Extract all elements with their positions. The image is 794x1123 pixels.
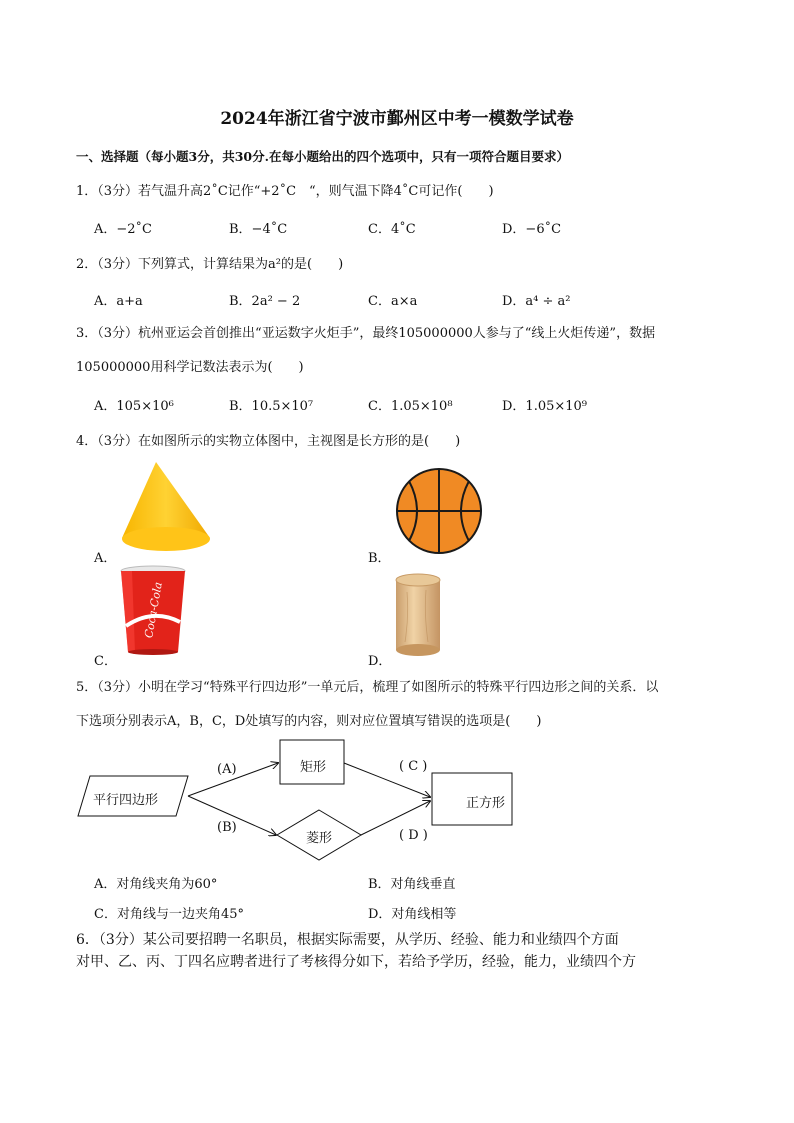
q3-stem-line1: 3．（3分）杭州亚运会首创推出“亚运数字火炬手”，最终105000000人参与了“线上火炬传递”，数据 [76, 326, 656, 341]
basketball-image [395, 467, 483, 555]
q2-option-d: D．a⁴ ÷ a² [502, 294, 571, 309]
q5-stem-line1: 5．（3分）小明在学习“特殊平行四边形”一单元后，梳理了如图所示的特殊平行四边形之间的关系．以 [76, 680, 659, 695]
q3-option-a: A．105×10⁶ [94, 399, 174, 414]
q4-label-c: C． [94, 654, 117, 669]
label-rhombus: 菱形 [306, 831, 333, 846]
label-square: 正方形 [466, 796, 506, 811]
q6-stem-line1: 6．（3分）某公司要招聘一名职员，根据实际需要，从学历、经验、能力和业绩四个方面 [76, 932, 619, 948]
label-parallelogram: 平行四边形 [93, 793, 159, 808]
cone-image [118, 460, 214, 554]
q4-stem: 4．（3分）在如图所示的实物立体图中，主视图是长方形的是( ) [76, 434, 461, 449]
q6-stem-line2: 对甲、乙、丙、丁四名应聘者进行了考核得分如下，若给予学历，经验，能力，业绩四个方 [76, 954, 636, 970]
q2-stem: 2．（3分）下列算式，计算结果为a²的是( ) [76, 257, 344, 272]
q2-option-c: C．a×a [368, 294, 418, 309]
q5-option-b: B．对角线垂直 [368, 877, 456, 892]
q4-label-d: D． [368, 654, 392, 669]
label-b: (B) [217, 820, 237, 835]
wooden-cylinder-image [393, 572, 443, 658]
q3-option-b: B．10.5×10⁷ [229, 399, 314, 414]
q1-option-a: A．−2˚C [94, 222, 152, 237]
page-title: 2024年浙江省宁波市鄞州区中考一模数学试卷 [220, 109, 574, 129]
q2-option-a: A．a+a [94, 294, 143, 309]
q5-option-a: A．对角线夹角为60° [94, 877, 218, 892]
q5-option-d: D．对角线相等 [368, 907, 457, 922]
cup-brand-text: Coca-Cola [142, 581, 165, 640]
label-rectangle: 矩形 [300, 760, 327, 775]
q5-stem-line2: 下选项分别表示A，B，C，D处填写的内容，则对应位置填写错误的选项是( ) [76, 714, 542, 729]
q2-option-b: B．2a² − 2 [229, 294, 301, 309]
section-heading: 一、选择题（每小题3分，共30分.在每小题给出的四个选项中，只有一项符合题目要求） [76, 149, 569, 164]
q1-option-d: D．−6˚C [502, 222, 562, 237]
label-c: ( C ) [399, 759, 428, 774]
q3-option-d: D．1.05×10⁹ [502, 399, 588, 414]
q4-label-a: A． [94, 551, 117, 566]
q4-label-b: B． [368, 551, 391, 566]
q5-option-c: C．对角线与一边夹角45° [94, 907, 244, 922]
label-d: ( D ) [399, 828, 428, 843]
cola-cup-image [118, 564, 188, 656]
q1-option-b: B．−4˚C [229, 222, 288, 237]
q3-option-c: C．1.05×10⁸ [368, 399, 453, 414]
q3-stem-line2: 105000000用科学记数法表示为( ) [76, 360, 304, 375]
q1-option-c: C．4˚C [368, 222, 416, 237]
label-a: (A) [217, 762, 237, 777]
q1-stem: 1．（3分）若气温升高2˚C记作“+2˚C “，则气温下降4˚C可记作( ) [76, 184, 494, 199]
